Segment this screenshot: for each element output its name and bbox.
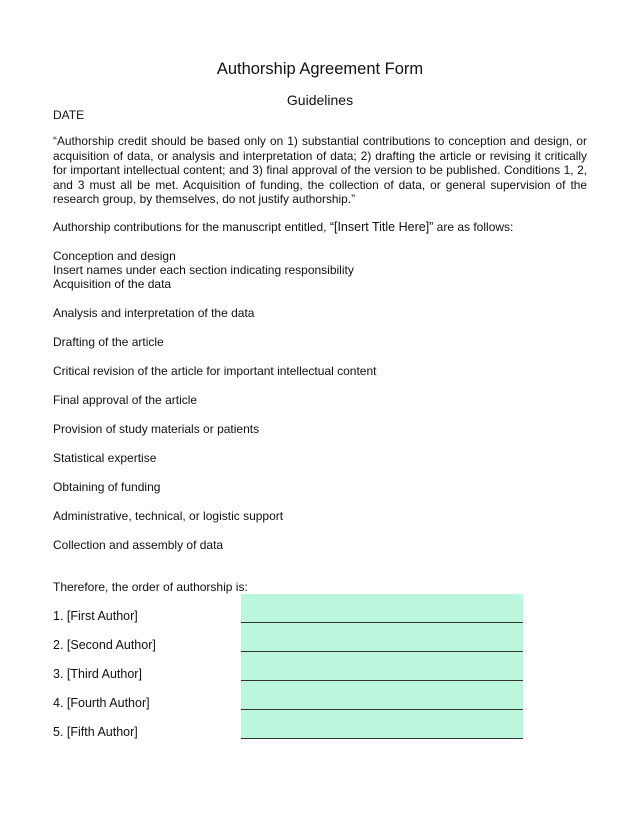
manuscript-title-placeholder: “[Insert Title Here]” (329, 220, 434, 234)
contributions-intro-before: Authorship contributions for the manuscript entitled, (53, 220, 330, 234)
author-2-label: 2. [Second Author] (53, 638, 156, 652)
author-5-label: 5. [Fifth Author] (53, 725, 138, 739)
author-2-field[interactable] (241, 623, 523, 652)
form-subtitle: Guidelines (286, 92, 354, 108)
section-provision: Provision of study materials or patients (53, 422, 260, 436)
section-conception: Conception and design (53, 249, 176, 263)
section-statistics: Statistical expertise (53, 451, 157, 465)
section-collection: Collection and assembly of data (53, 538, 224, 552)
section-funding: Obtaining of funding (53, 480, 161, 494)
authorship-order-label: Therefore, the order of authorship is: (53, 580, 248, 594)
section-analysis: Analysis and interpretation of the data (53, 306, 255, 320)
section-drafting: Drafting of the article (53, 335, 164, 349)
author-3-label: 3. [Third Author] (53, 667, 142, 681)
author-5-field[interactable] (241, 710, 523, 739)
contributions-intro (53, 220, 593, 234)
author-1-label: 1. [First Author] (53, 609, 138, 623)
guidelines-quote: “Authorship credit should be based only on 1) substantial contributions to conception and design, or acquisition of data, or analysis and interpretation of data; 2) drafting the article or revising it critically for important intellectual content; and 3) final approval of the version to be published. Conditions 1, 2, and 3 must all be met. Acquisition of funding, the collection of data, or general supervision of the research group, by themselves, do not justify authorship.” (53, 134, 587, 207)
author-4-label: 4. [Fourth Author] (53, 696, 150, 710)
author-4-field[interactable] (241, 681, 523, 710)
form-title: Authorship Agreement Form (216, 60, 424, 78)
section-final-approval: Final approval of the article (53, 393, 198, 407)
author-3-field[interactable] (241, 652, 523, 681)
date-label: DATE (53, 108, 85, 122)
section-admin-support: Administrative, technical, or logistic support (53, 509, 284, 523)
contributions-intro-after: are as follows: (433, 220, 514, 234)
section-instructions: Insert names under each section indicating responsibility (53, 263, 354, 277)
author-1-field[interactable] (241, 594, 523, 623)
section-critical-revision: Critical revision of the article for important intellectual content (53, 364, 377, 378)
section-acquisition: Acquisition of the data (53, 277, 172, 291)
